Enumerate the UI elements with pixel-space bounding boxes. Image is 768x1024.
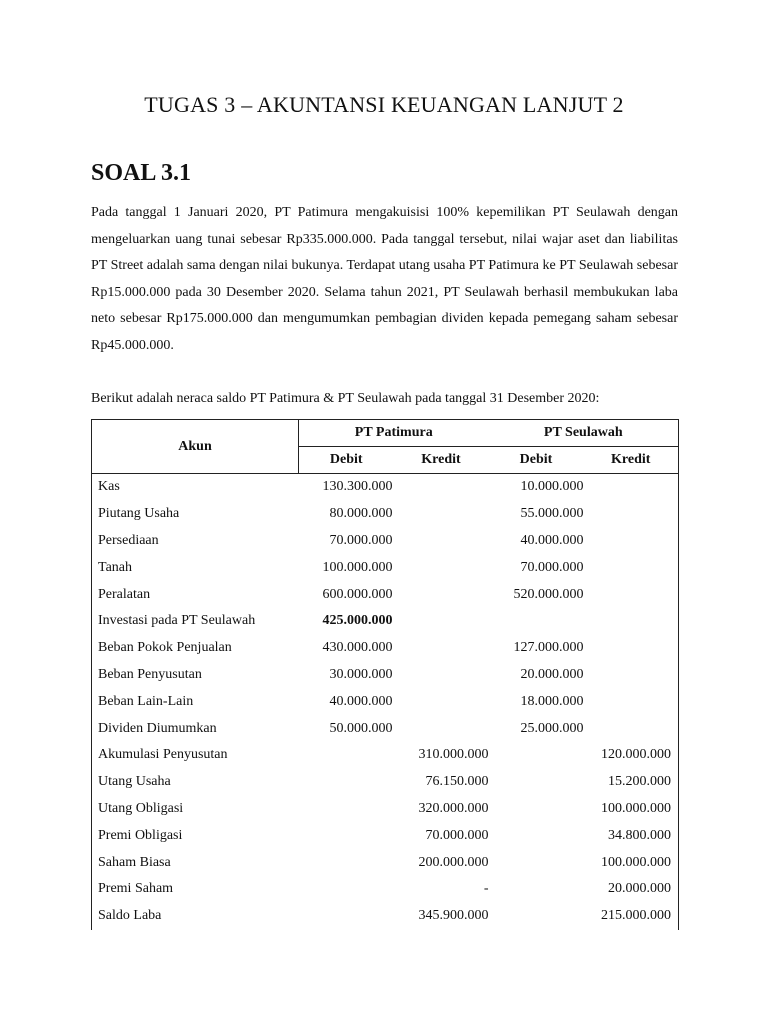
patimura-kredit-cell <box>394 554 489 581</box>
patimura-debit-cell <box>299 688 394 715</box>
table-row <box>92 876 679 903</box>
seulawah-kredit-value: 20.000.000 <box>608 881 671 897</box>
patimura-kredit-cell <box>394 608 489 635</box>
patimura-kredit-cell <box>394 849 489 876</box>
table-row <box>92 501 679 528</box>
patimura-debit-value: 30.000.000 <box>329 666 393 682</box>
seulawah-debit-value: 55.000.000 <box>520 506 584 522</box>
patimura-debit-cell <box>299 501 394 528</box>
patimura-kredit-cell <box>394 742 489 769</box>
header-seulawah-kredit: Kredit <box>584 447 679 474</box>
seulawah-kredit-value: 120.000.000 <box>601 747 671 763</box>
seulawah-debit-cell <box>489 822 584 849</box>
patimura-debit-value: 430.000.000 <box>322 640 393 656</box>
table-row <box>92 662 679 689</box>
patimura-debit-cell <box>299 554 394 581</box>
header-company-seulawah: PT Seulawah <box>489 420 679 447</box>
patimura-kredit-value: 70.000.000 <box>425 827 489 843</box>
seulawah-debit-cell <box>489 742 584 769</box>
header-seulawah-debit: Debit <box>489 447 584 474</box>
patimura-kredit-cell <box>394 715 489 742</box>
problem-paragraph: Pada tanggal 1 Januari 2020, PT Patimura mengakuisisi 100% kepemilikan PT Seulawah dengan mengeluarkan uang tunai sebesar Rp335.000.000. Pada tanggal tersebut, nilai wajar aset dan liabilitas PT Street adalah sama dengan nilai bukunya. Terdapat utang usaha PT Patimura ke PT Seulawah sebesar Rp15.000.000 pada 30 Desember 2020. Selama tahun 2021, PT Seulawah berhasil membukukan laba neto sebesar Rp175.000.000 dan mengumumkan pembagian dividen kepada pemegang saham sebesar Rp45.000.000. <box>91 205 678 353</box>
patimura-debit-value: 50.000.000 <box>329 720 393 736</box>
seulawah-debit-value: 70.000.000 <box>520 559 584 575</box>
account-name-cell: Peralatan <box>92 581 299 608</box>
patimura-debit-cell <box>299 849 394 876</box>
header-patimura-kredit: Kredit <box>394 447 489 474</box>
seulawah-kredit-value: 215.000.000 <box>601 908 671 924</box>
account-name-cell: Beban Penyusutan <box>92 662 299 689</box>
table-row <box>92 849 679 876</box>
patimura-debit-cell <box>299 581 394 608</box>
patimura-kredit-value: 310.000.000 <box>418 747 489 763</box>
account-name-cell: Premi Saham <box>92 876 299 903</box>
patimura-debit-cell <box>299 474 394 501</box>
seulawah-debit-cell <box>489 662 584 689</box>
seulawah-debit-value: 127.000.000 <box>513 640 584 656</box>
patimura-kredit-cell <box>394 528 489 555</box>
patimura-kredit-cell <box>394 501 489 528</box>
seulawah-debit-cell <box>489 581 584 608</box>
account-name-cell: Kas <box>92 474 299 501</box>
seulawah-debit-cell <box>489 903 584 930</box>
account-name-cell: Persediaan <box>92 528 299 555</box>
seulawah-debit-value: 20.000.000 <box>520 666 584 682</box>
patimura-kredit-value: - <box>483 881 489 897</box>
seulawah-kredit-cell <box>584 769 679 796</box>
seulawah-debit-cell <box>489 876 584 903</box>
seulawah-kredit-value: 100.000.000 <box>601 854 671 870</box>
patimura-debit-cell <box>299 715 394 742</box>
seulawah-debit-value: 10.000.000 <box>520 479 584 495</box>
patimura-kredit-cell <box>394 876 489 903</box>
patimura-debit-value: 130.300.000 <box>322 479 393 495</box>
seulawah-debit-cell <box>489 608 584 635</box>
patimura-kredit-cell <box>394 769 489 796</box>
seulawah-kredit-cell <box>584 581 679 608</box>
header-patimura-debit: Debit <box>299 447 394 474</box>
patimura-kredit-value: 200.000.000 <box>418 854 489 870</box>
patimura-kredit-value: 320.000.000 <box>418 800 489 816</box>
seulawah-kredit-cell <box>584 796 679 823</box>
account-name-cell: Beban Pokok Penjualan <box>92 635 299 662</box>
patimura-debit-value: 40.000.000 <box>329 693 393 709</box>
table-row <box>92 796 679 823</box>
account-name-cell: Saham Biasa <box>92 849 299 876</box>
seulawah-debit-cell <box>489 554 584 581</box>
account-name-cell: Saldo Laba <box>92 903 299 930</box>
seulawah-kredit-value: 34.800.000 <box>608 827 671 843</box>
table-row <box>92 715 679 742</box>
patimura-debit-cell <box>299 822 394 849</box>
patimura-debit-value: 70.000.000 <box>329 532 393 548</box>
patimura-debit-value: 100.000.000 <box>322 559 393 575</box>
patimura-debit-cell <box>299 876 394 903</box>
account-name-cell: Investasi pada PT Seulawah <box>92 608 299 635</box>
seulawah-debit-cell <box>489 688 584 715</box>
table-row <box>92 474 679 501</box>
account-name-cell: Tanah <box>92 554 299 581</box>
table-row <box>92 528 679 555</box>
patimura-debit-cell <box>299 662 394 689</box>
seulawah-debit-cell <box>489 635 584 662</box>
seulawah-debit-cell <box>489 501 584 528</box>
seulawah-kredit-cell <box>584 608 679 635</box>
seulawah-kredit-cell <box>584 715 679 742</box>
seulawah-kredit-cell <box>584 876 679 903</box>
patimura-kredit-cell <box>394 474 489 501</box>
patimura-debit-cell <box>299 528 394 555</box>
seulawah-kredit-cell <box>584 474 679 501</box>
section-heading: SOAL 3.1 <box>91 160 192 186</box>
patimura-kredit-cell <box>394 635 489 662</box>
table-row <box>92 769 679 796</box>
patimura-kredit-cell <box>394 903 489 930</box>
patimura-kredit-cell <box>394 662 489 689</box>
seulawah-kredit-cell <box>584 528 679 555</box>
table-row <box>92 822 679 849</box>
patimura-debit-value: 425.000.000 <box>322 613 393 629</box>
patimura-kredit-cell <box>394 822 489 849</box>
seulawah-kredit-cell <box>584 849 679 876</box>
account-name-cell: Piutang Usaha <box>92 501 299 528</box>
patimura-debit-value: 80.000.000 <box>329 506 393 522</box>
account-name-cell: Dividen Diumumkan <box>92 715 299 742</box>
seulawah-kredit-cell <box>584 554 679 581</box>
patimura-debit-cell <box>299 635 394 662</box>
seulawah-kredit-cell <box>584 822 679 849</box>
patimura-kredit-value: 345.900.000 <box>418 908 489 924</box>
patimura-debit-cell <box>299 796 394 823</box>
page-title: TUGAS 3 – AKUNTANSI KEUANGAN LANJUT 2 <box>144 92 624 117</box>
table-row <box>92 581 679 608</box>
account-name-cell: Premi Obligasi <box>92 822 299 849</box>
patimura-debit-cell <box>299 903 394 930</box>
patimura-kredit-cell <box>394 688 489 715</box>
header-account: Akun <box>92 420 299 474</box>
seulawah-debit-value: 18.000.000 <box>520 693 584 709</box>
seulawah-debit-cell <box>489 528 584 555</box>
seulawah-debit-value: 520.000.000 <box>513 586 584 602</box>
seulawah-kredit-cell <box>584 742 679 769</box>
seulawah-debit-cell <box>489 796 584 823</box>
patimura-kredit-cell <box>394 796 489 823</box>
patimura-debit-cell <box>299 742 394 769</box>
seulawah-debit-cell <box>489 849 584 876</box>
trial-balance-table <box>91 419 679 930</box>
account-name-cell: Utang Obligasi <box>92 796 299 823</box>
seulawah-debit-value: 25.000.000 <box>520 720 584 736</box>
table-row <box>92 635 679 662</box>
table-row <box>92 903 679 930</box>
seulawah-debit-value: 40.000.000 <box>520 532 584 548</box>
seulawah-debit-cell <box>489 769 584 796</box>
account-name-cell: Akumulasi Penyusutan <box>92 742 299 769</box>
table-caption: Berikut adalah neraca saldo PT Patimura & PT Seulawah pada tanggal 31 Desember 2020: <box>91 391 600 406</box>
seulawah-kredit-cell <box>584 688 679 715</box>
seulawah-kredit-cell <box>584 662 679 689</box>
patimura-debit-cell <box>299 769 394 796</box>
table-row <box>92 742 679 769</box>
account-name-cell: Beban Lain-Lain <box>92 688 299 715</box>
seulawah-kredit-cell <box>584 635 679 662</box>
seulawah-kredit-cell <box>584 903 679 930</box>
account-name-cell: Utang Usaha <box>92 769 299 796</box>
patimura-debit-value: 600.000.000 <box>322 586 393 602</box>
table-row <box>92 608 679 635</box>
seulawah-kredit-value: 15.200.000 <box>608 774 671 790</box>
seulawah-kredit-value: 100.000.000 <box>601 800 671 816</box>
seulawah-debit-cell <box>489 474 584 501</box>
patimura-kredit-cell <box>394 581 489 608</box>
seulawah-kredit-cell <box>584 501 679 528</box>
table-row <box>92 688 679 715</box>
patimura-kredit-value: 76.150.000 <box>425 774 489 790</box>
header-company-patimura: PT Patimura <box>299 420 489 447</box>
seulawah-debit-cell <box>489 715 584 742</box>
patimura-debit-cell <box>299 608 394 635</box>
table-body <box>92 474 679 930</box>
table-row <box>92 554 679 581</box>
